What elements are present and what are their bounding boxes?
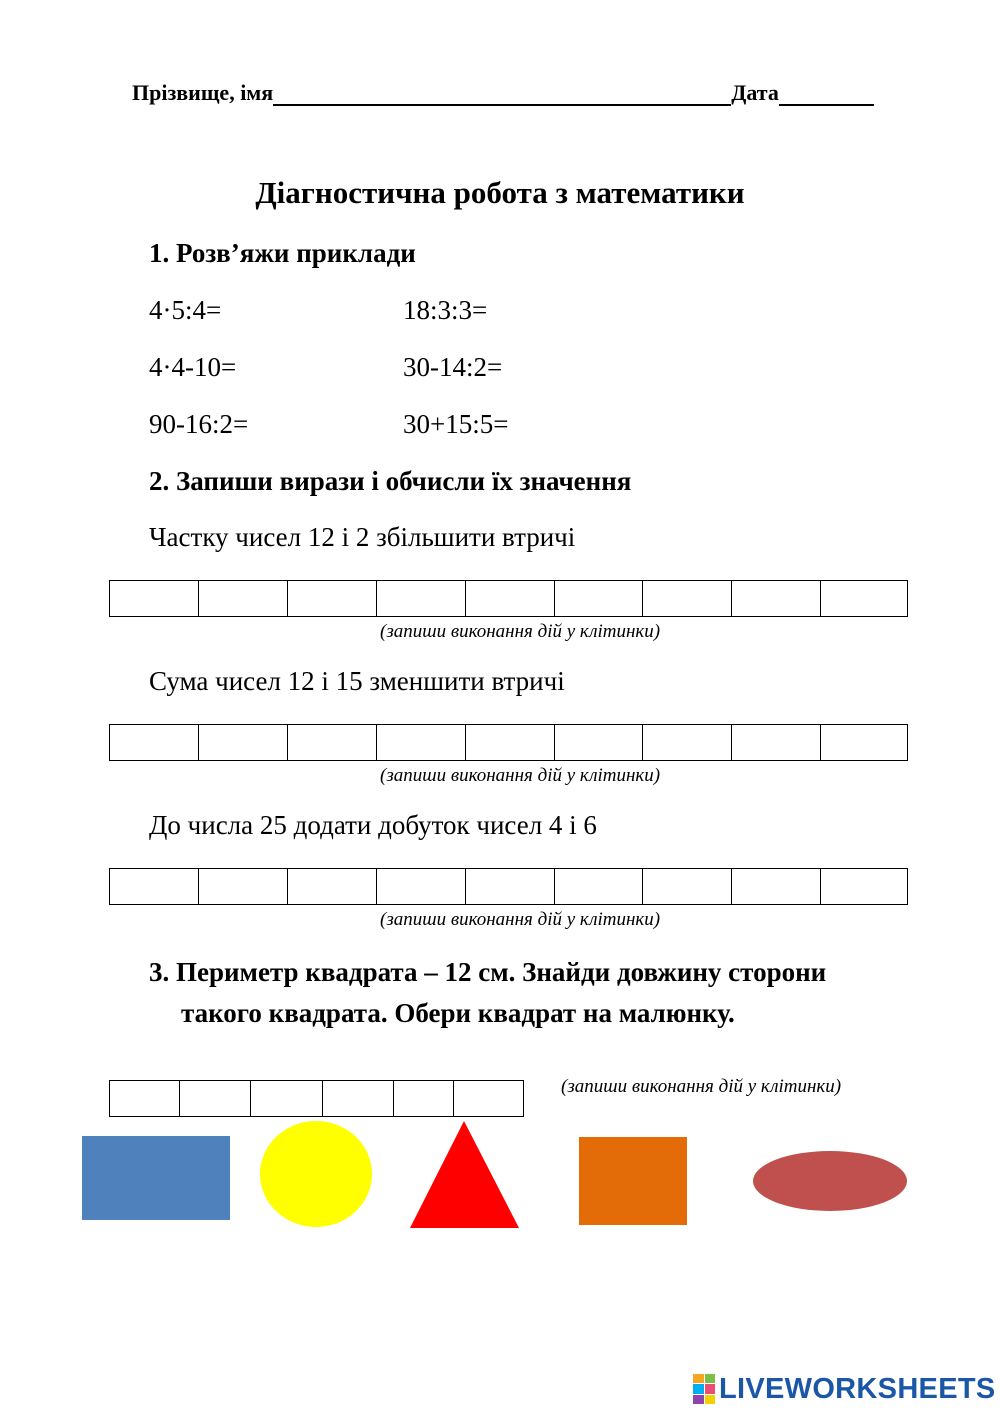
answer-cell[interactable] [821, 725, 907, 760]
answer-cells-3 [109, 868, 908, 905]
answer-cell[interactable] [466, 581, 555, 616]
task2-item-3-caption: (запиши виконання дій у клітинки) [380, 909, 661, 930]
red-triangle-shape[interactable] [410, 1121, 519, 1228]
answer-cell[interactable] [377, 725, 466, 760]
answer-cell[interactable] [821, 869, 907, 904]
answer-cell[interactable] [288, 869, 377, 904]
task3-caption: (запиши виконання дій у клітинки) [561, 1076, 842, 1097]
answer-cell[interactable] [394, 1081, 454, 1116]
task3-line-2: такого квадрата. Обери квадрат на малюнку. [181, 998, 735, 1028]
answer-cell[interactable] [821, 581, 907, 616]
task2-item-2-caption: (запиши виконання дій у клітинки) [380, 765, 661, 786]
example-3-right: 30+15:5= [403, 409, 509, 439]
answer-cell[interactable] [454, 1081, 523, 1116]
task2-item-2-text: Сума чисел 12 і 15 зменшити втричі [149, 666, 565, 696]
answer-cell[interactable] [555, 869, 643, 904]
shapes-row [0, 1115, 1000, 1235]
answer-cell[interactable] [199, 725, 288, 760]
task2-item-1-text: Частку чисел 12 і 2 збільшити втричі [149, 522, 576, 552]
yellow-circle-shape[interactable] [260, 1121, 372, 1227]
name-field[interactable] [273, 80, 731, 106]
answer-cell[interactable] [110, 1081, 180, 1116]
date-field[interactable] [779, 80, 874, 106]
example-2-right: 30-14:2= [403, 352, 503, 382]
liveworksheets-logo [693, 1372, 996, 1406]
answer-cell[interactable] [377, 869, 466, 904]
answer-cell[interactable] [199, 869, 288, 904]
answer-cell[interactable] [555, 581, 643, 616]
answer-cell[interactable] [323, 1081, 394, 1116]
task2-item-3-text: До числа 25 додати добуток чисел 4 і 6 [149, 810, 597, 840]
answer-cell[interactable] [643, 869, 732, 904]
liveworksheets-logo-text: LIVEWORKSHEETS [719, 1372, 996, 1405]
task3-heading [149, 952, 949, 1034]
red-ellipse-shape[interactable] [753, 1151, 907, 1211]
example-1-left: 4·5:4= [149, 295, 222, 325]
page-title: Діагностична робота з математики [255, 175, 745, 210]
answer-cell[interactable] [732, 581, 821, 616]
answer-cell[interactable] [732, 725, 821, 760]
name-label: Прізвище, імя [132, 80, 274, 105]
task2-heading: 2. Запиши вирази і обчисли їх значення [149, 466, 632, 496]
task1-heading: 1. Розв’яжи приклади [149, 238, 416, 268]
answer-cell[interactable] [643, 581, 732, 616]
answer-cell[interactable] [199, 581, 288, 616]
answer-cell[interactable] [110, 581, 199, 616]
date-label: Дата [731, 80, 779, 105]
answer-cell[interactable] [288, 581, 377, 616]
example-1-right: 18:3:3= [403, 295, 488, 325]
example-3-left: 90-16:2= [149, 409, 249, 439]
task3-line-1: 3. Периметр квадрата – 12 см. Знайди довжину сторони [149, 957, 827, 987]
answer-cell[interactable] [466, 869, 555, 904]
header-line [132, 72, 918, 106]
answer-cells-2 [109, 724, 908, 761]
answer-cell[interactable] [110, 725, 199, 760]
answer-cell[interactable] [180, 1081, 251, 1116]
answer-cell[interactable] [466, 725, 555, 760]
example-2-left: 4·4-10= [149, 352, 237, 382]
answer-cell[interactable] [732, 869, 821, 904]
answer-cells-1 [109, 580, 908, 617]
answer-cell[interactable] [110, 869, 199, 904]
blue-rectangle-shape[interactable] [82, 1136, 230, 1220]
orange-square-shape[interactable] [579, 1137, 687, 1225]
answer-cell[interactable] [251, 1081, 323, 1116]
answer-cell[interactable] [555, 725, 643, 760]
liveworksheets-logo-icon [693, 1374, 715, 1404]
answer-cell[interactable] [377, 581, 466, 616]
task2-item-1-caption: (запиши виконання дій у клітинки) [380, 621, 661, 642]
answer-cells-4 [109, 1080, 524, 1117]
answer-cell[interactable] [288, 725, 377, 760]
answer-cell[interactable] [643, 725, 732, 760]
